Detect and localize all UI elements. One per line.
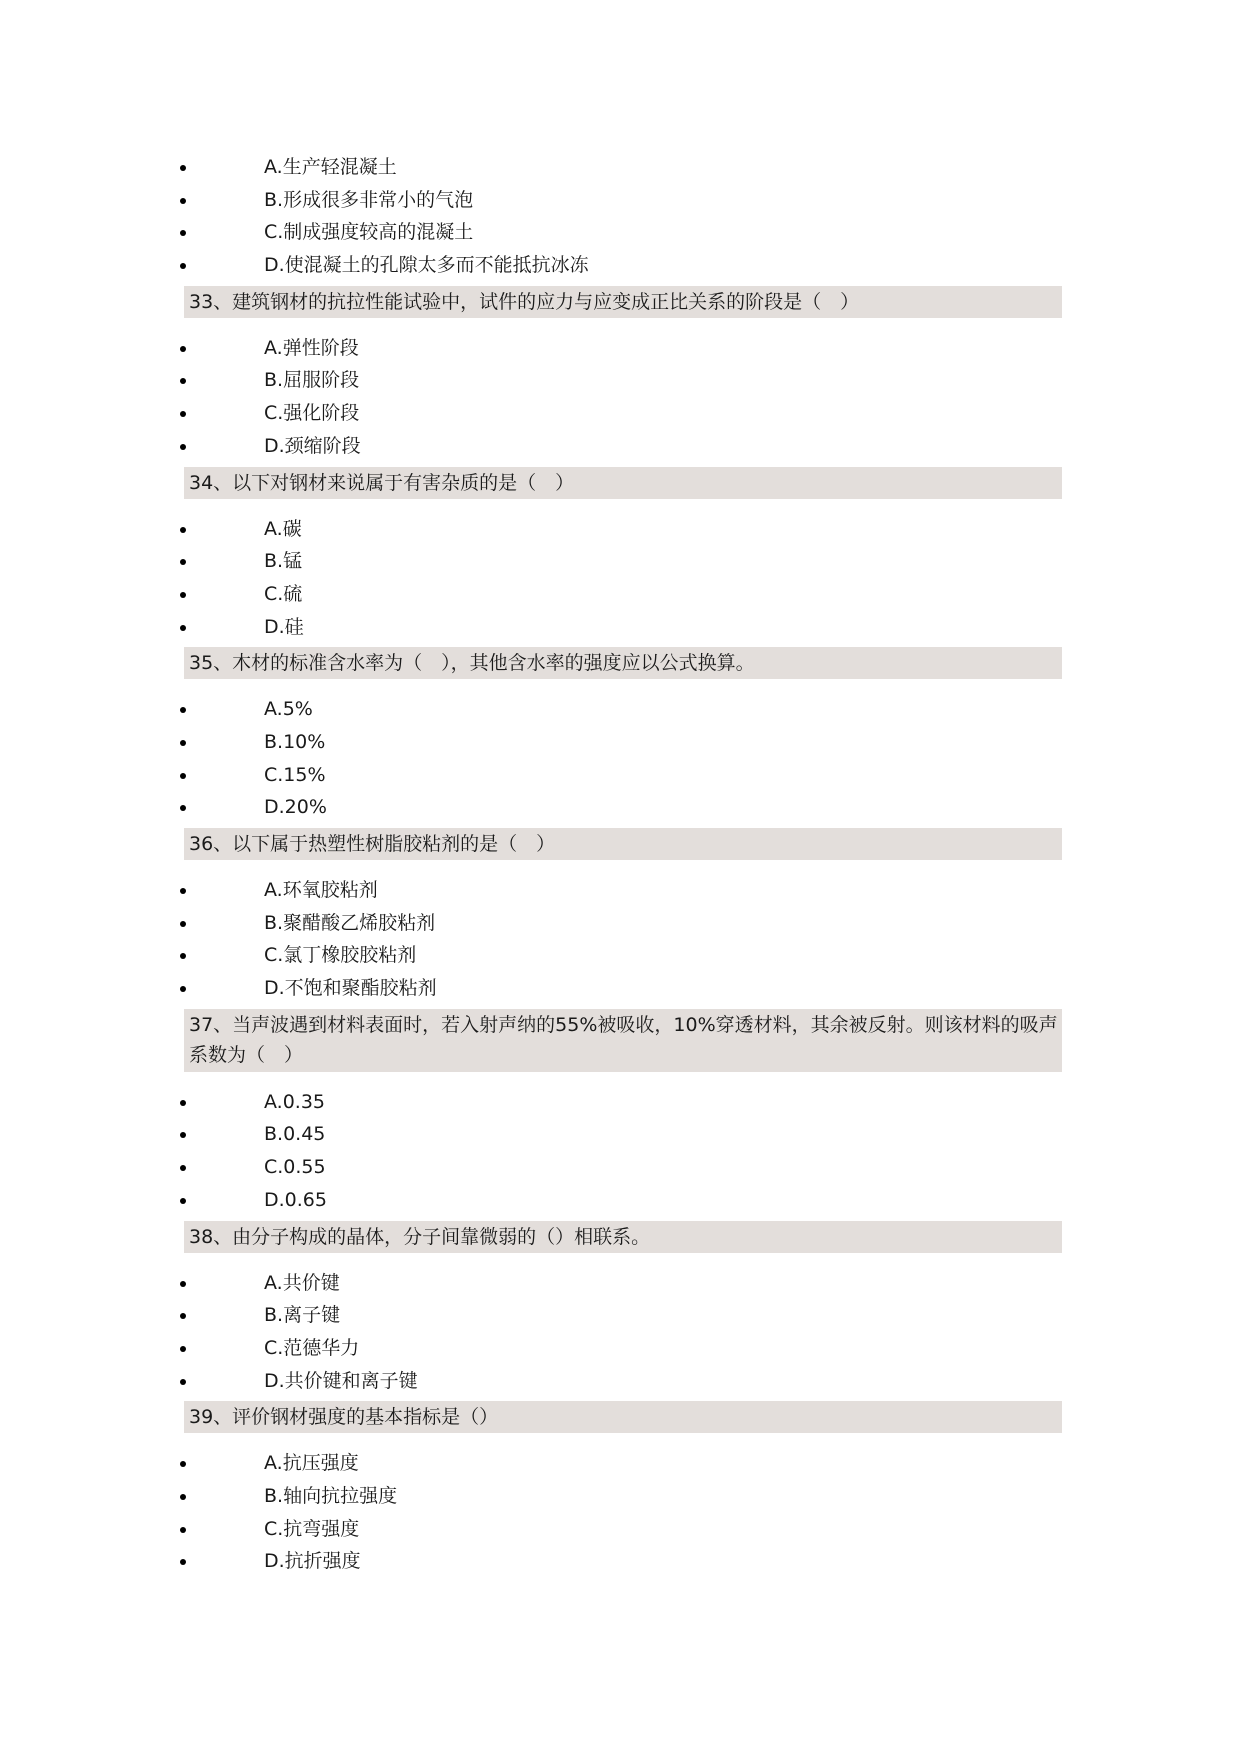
option-item [0, 1184, 1241, 1217]
question-stem: 37、当声波遇到材料表面时，若入射声纳的55%被吸收，10%穿透材料，其余被反射。则该材料的吸声系数为（ ） [184, 1009, 1062, 1072]
bullet-icon [180, 411, 186, 417]
option-item [0, 611, 1241, 644]
option-item [0, 1480, 1241, 1513]
option-text: D.颈缩阶段 [264, 434, 361, 457]
question-35 [0, 647, 1241, 824]
option-text: A.0.35 [264, 1090, 326, 1113]
question-options [0, 1267, 1241, 1398]
option-text: A.碳 [264, 517, 302, 540]
option-text: B.轴向抗拉强度 [264, 1484, 398, 1507]
option-text: D.20% [264, 796, 327, 819]
option-text: B.锰 [264, 550, 303, 573]
option-item [0, 216, 1241, 249]
option-text: D.不饱和聚酯胶粘剂 [264, 977, 437, 1000]
bullet-icon [180, 165, 186, 171]
bullet-icon [180, 1379, 186, 1385]
option-text: C.抗弯强度 [264, 1517, 360, 1540]
option-text: C.氯丁橡胶胶粘剂 [264, 944, 417, 967]
option-text: D.0.65 [264, 1188, 327, 1211]
option-item [0, 1545, 1241, 1578]
bullet-icon [180, 1527, 186, 1533]
bullet-icon [180, 527, 186, 533]
bullet-icon [180, 1346, 186, 1352]
bullet-icon [180, 346, 186, 352]
option-item [0, 545, 1241, 578]
option-item [0, 184, 1241, 217]
option-item [0, 1513, 1241, 1546]
option-item [0, 759, 1241, 792]
option-text: B.10% [264, 730, 326, 753]
bullet-icon [180, 444, 186, 450]
option-item [0, 791, 1241, 824]
option-item [0, 364, 1241, 397]
bullet-icon [180, 921, 186, 927]
bullet-icon [180, 986, 186, 992]
question-options [0, 693, 1241, 824]
option-item [0, 1267, 1241, 1300]
option-text: C.范德华力 [264, 1336, 360, 1359]
question-33 [0, 286, 1241, 463]
option-item [0, 939, 1241, 972]
question-options [0, 513, 1241, 644]
bullet-icon [180, 1198, 186, 1204]
option-item [0, 332, 1241, 365]
question-stem: 33、建筑钢材的抗拉性能试验中，试件的应力与应变成正比关系的阶段是（ ） [184, 286, 1062, 318]
option-item [0, 249, 1241, 282]
bullet-icon [180, 1100, 186, 1106]
option-text: D.使混凝土的孔隙太多而不能抵抗冰冻 [264, 254, 589, 277]
bullet-icon [180, 625, 186, 631]
question-options [0, 874, 1241, 1005]
question-36 [0, 828, 1241, 1005]
bullet-icon [180, 378, 186, 384]
bullet-icon [180, 1494, 186, 1500]
option-text: A.环氧胶粘剂 [264, 879, 378, 901]
question-options [0, 332, 1241, 463]
option-item [0, 907, 1241, 940]
option-item [0, 151, 1241, 184]
option-text: B.0.45 [264, 1123, 326, 1146]
bullet-icon [180, 198, 186, 204]
option-text: A.生产轻混凝土 [264, 156, 397, 178]
question-37 [0, 1009, 1241, 1217]
question-options [0, 1447, 1241, 1578]
question-options [0, 1086, 1241, 1217]
leading-options [0, 151, 1241, 282]
option-item [0, 430, 1241, 463]
option-item [0, 693, 1241, 726]
bullet-icon [180, 1165, 186, 1171]
option-item [0, 1151, 1241, 1184]
bullet-icon [180, 1559, 186, 1565]
option-text: A.5% [264, 698, 313, 721]
option-text: D.抗折强度 [264, 1550, 361, 1573]
option-item [0, 1447, 1241, 1480]
option-text: C.15% [264, 763, 326, 786]
question-34 [0, 467, 1241, 644]
bullet-icon [180, 592, 186, 598]
bullet-icon [180, 559, 186, 565]
bullet-icon [180, 1313, 186, 1319]
bullet-icon [180, 773, 186, 779]
bullet-icon [180, 263, 186, 269]
bullet-icon [180, 707, 186, 713]
option-item [0, 874, 1241, 907]
option-item [0, 1365, 1241, 1398]
bullet-icon [180, 953, 186, 959]
option-item [0, 972, 1241, 1005]
option-item [0, 1086, 1241, 1119]
option-text: D.共价键和离子键 [264, 1369, 418, 1392]
option-item [0, 1332, 1241, 1365]
option-item [0, 578, 1241, 611]
bullet-icon [180, 1281, 186, 1287]
question-38 [0, 1221, 1241, 1398]
bullet-icon [180, 740, 186, 746]
option-text: B.离子键 [264, 1304, 341, 1327]
option-text: C.强化阶段 [264, 402, 360, 425]
option-text: B.聚醋酸乙烯胶粘剂 [264, 911, 436, 934]
question-stem: 38、由分子构成的晶体，分子间靠微弱的（）相联系。 [184, 1221, 1062, 1253]
bullet-icon [180, 888, 186, 894]
bullet-icon [180, 1132, 186, 1138]
question-stem: 34、以下对钢材来说属于有害杂质的是（ ） [184, 467, 1062, 499]
option-item [0, 726, 1241, 759]
option-text: A.抗压强度 [264, 1452, 359, 1475]
option-text: A.弹性阶段 [264, 336, 359, 359]
option-text: A.共价键 [264, 1271, 340, 1294]
bullet-icon [180, 230, 186, 236]
option-text: C.0.55 [264, 1156, 326, 1179]
bullet-icon [180, 1461, 186, 1467]
bullet-icon [180, 805, 186, 811]
question-39 [0, 1401, 1241, 1578]
option-text: B.屈服阶段 [264, 369, 360, 392]
option-text: D.硅 [264, 615, 304, 638]
option-item [0, 397, 1241, 430]
option-text: C.硫 [264, 582, 303, 605]
option-text: B.形成很多非常小的气泡 [264, 188, 474, 211]
option-text: C.制成强度较高的混凝土 [264, 221, 474, 244]
question-stem: 36、以下属于热塑性树脂胶粘剂的是（ ） [184, 828, 1062, 860]
option-item [0, 513, 1241, 546]
option-item [0, 1299, 1241, 1332]
option-item [0, 1118, 1241, 1151]
document-body [0, 151, 1241, 1578]
question-stem: 35、木材的标准含水率为（ ），其他含水率的强度应以公式换算。 [184, 647, 1062, 679]
question-stem: 39、评价钢材强度的基本指标是（） [184, 1401, 1062, 1433]
